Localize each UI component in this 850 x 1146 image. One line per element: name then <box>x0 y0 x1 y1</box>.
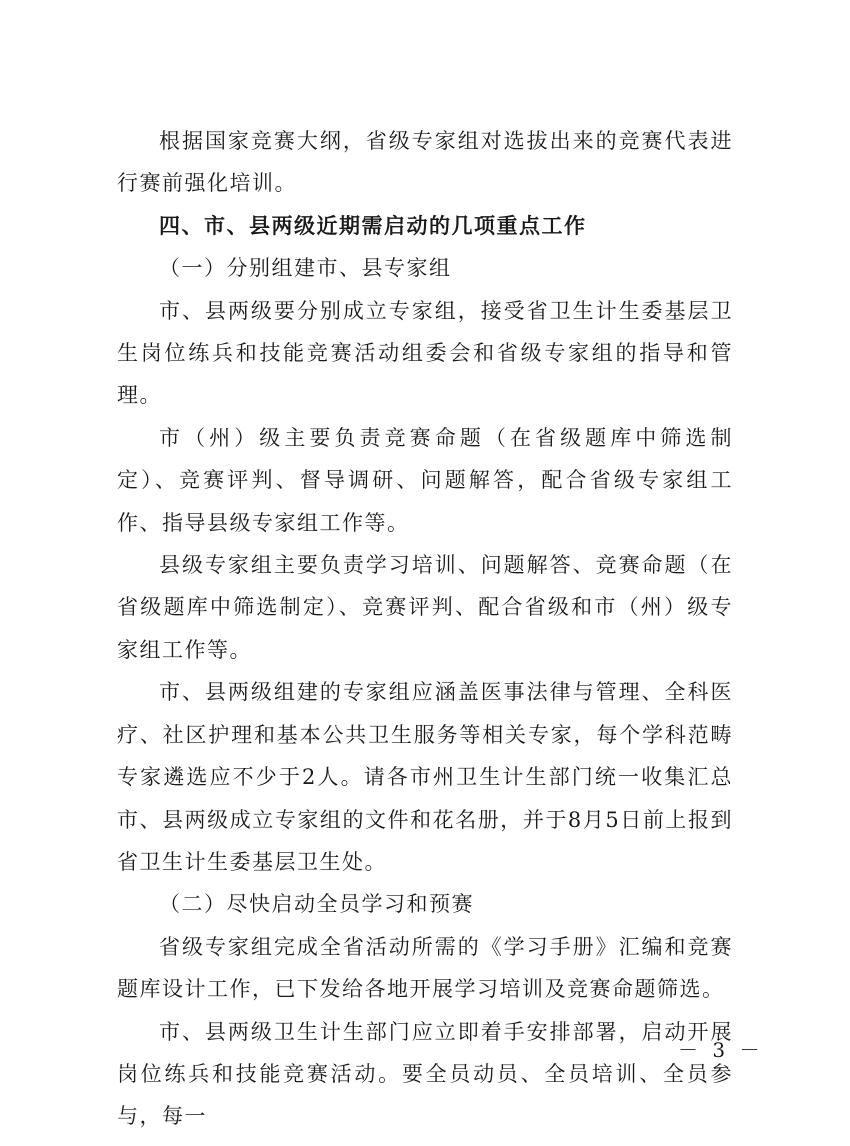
paragraph-study-manual: 省级专家组完成全省活动所需的《学习手册》汇编和竞赛题库设计工作，已下发给各地开展学习培训及竞赛命题筛选。 <box>117 934 733 1002</box>
paragraph-expert-coverage: 市、县两级组建的专家组应涵盖医事法律与管理、全科医疗、社区护理和基本公共卫生服务等相关专家，每个学科范畴专家遴选应不少于2人。请各市州卫生计生部门统一收集汇总市、县两级成立专家组的文件和花名册，并于8月5日前上报到省卫生计生委基层卫生处。 <box>117 680 733 874</box>
subsection-heading-two: （二）尽快启动全员学习和预赛 <box>159 892 474 917</box>
subsection-heading-one: （一）分别组建市、县专家组 <box>159 256 452 281</box>
page-number: － 3 － <box>678 1038 764 1062</box>
paragraph-county-level: 县级专家组主要负责学习培训、问题解答、竞赛命题（在省级题库中筛选制定）、竞赛评判、配合省级和市（州）级专家组工作等。 <box>117 553 733 662</box>
paragraph-expert-groups: 市、县两级要分别成立专家组，接受省卫生计生委基层卫生岗位练兵和技能竞赛活动组委会和省级专家组的指导和管理。 <box>117 298 733 408</box>
document-body <box>117 120 733 1138</box>
paragraph-launch-activities: 市、县两级卫生计生部门应立即着手安排部署，启动开展岗位练兵和技能竞赛活动。要全员动员、全员培训、全员参与，每一 <box>117 1019 733 1129</box>
paragraph-city-level: 市（州）级主要负责竞赛命题（在省级题库中筛选制定）、竞赛评判、督导调研、问题解答，配合省级专家组工作、指导县级专家组工作等。 <box>117 425 733 535</box>
section-heading-four: 四、市、县两级近期需启动的几项重点工作 <box>159 213 587 238</box>
paragraph-training: 根据国家竞赛大纲，省级专家组对选拔出来的竞赛代表进行赛前强化培训。 <box>117 129 733 196</box>
